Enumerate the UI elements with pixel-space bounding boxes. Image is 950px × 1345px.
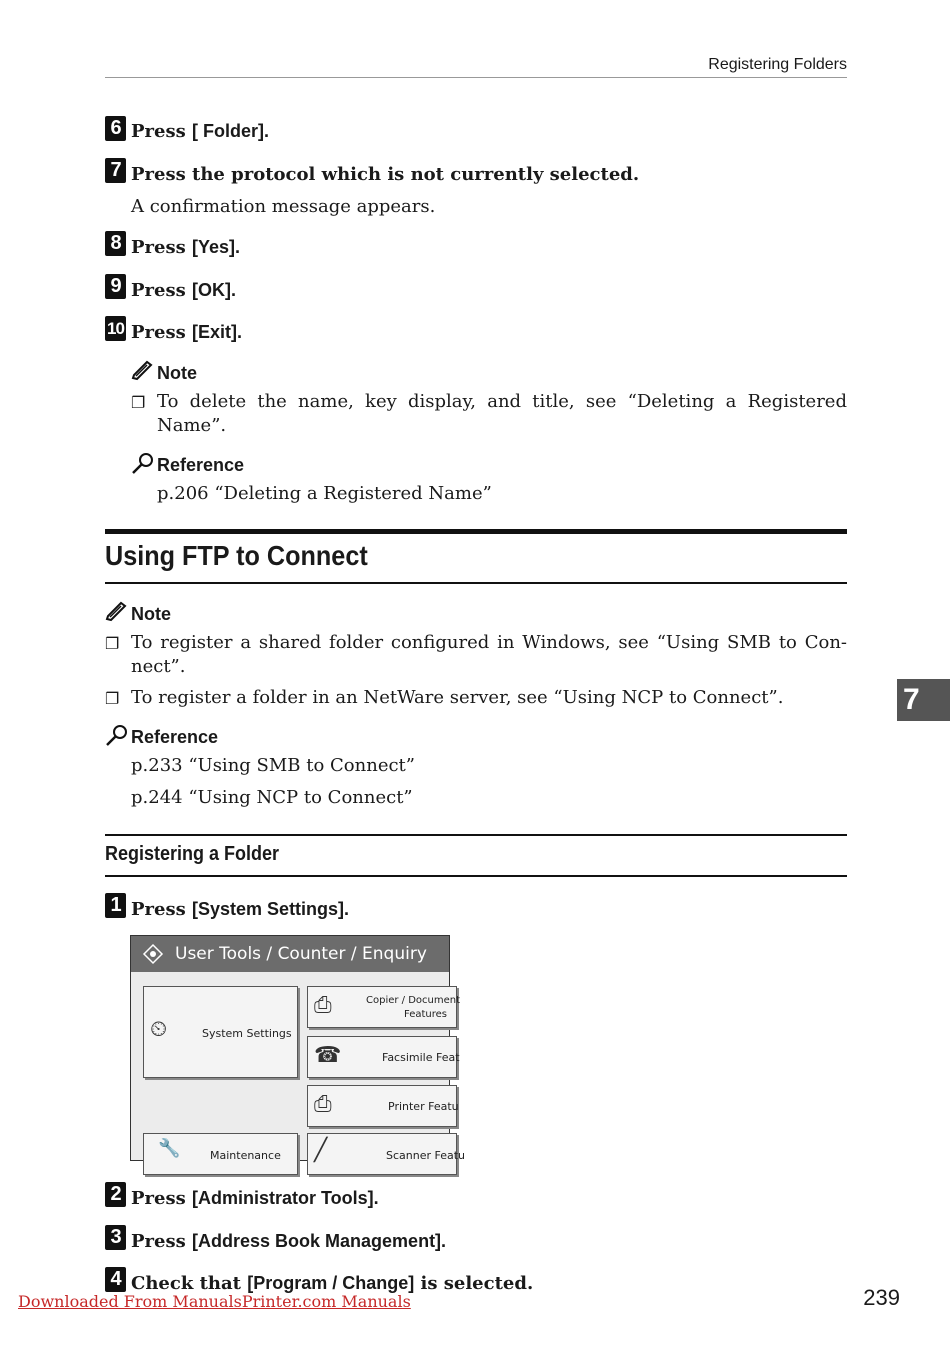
step-text: Press the protocol which is not currently selected. xyxy=(131,164,640,185)
step-prefix: Press xyxy=(131,1188,193,1209)
step-number: 3 xyxy=(105,1225,126,1250)
note-item: To register a folder in an NetWare server, see “Using NCP to Connect”. xyxy=(131,687,784,708)
printer-label: Printer Featu xyxy=(388,1100,459,1113)
section-bottom-rule xyxy=(105,582,847,584)
reference-item: p.206 “Deleting a Registered Name” xyxy=(157,483,492,504)
step-text xyxy=(131,1231,446,1252)
copier-label-line2: Features xyxy=(404,1009,447,1020)
copier-icon: ⎙ xyxy=(314,993,332,1018)
step-prefix: Press xyxy=(131,899,193,920)
subsection-title: Registering a Folder xyxy=(105,843,280,865)
subsection-top-rule xyxy=(105,834,847,836)
section-title: Using FTP to Connect xyxy=(105,540,368,571)
step-key: [Address Book Management]. xyxy=(192,1231,447,1251)
user-tools-screenshot xyxy=(130,935,466,1163)
maintenance-button[interactable] xyxy=(143,1133,298,1175)
step-text xyxy=(131,237,240,258)
pencil-icon xyxy=(131,361,153,381)
note-item-continued: Name”. xyxy=(157,415,227,436)
system-settings-button[interactable] xyxy=(143,986,298,1078)
step-text xyxy=(131,1273,533,1294)
step-number: 1 xyxy=(105,893,126,918)
magnifier-icon xyxy=(131,452,155,474)
step-number: 6 xyxy=(105,116,126,141)
pencil-icon xyxy=(105,602,127,622)
step-number: 7 xyxy=(105,158,126,183)
reference-label: Reference xyxy=(131,727,219,747)
copier-label-line1: Copier / Document xyxy=(366,995,461,1006)
reference-item: p.233 “Using SMB to Connect” xyxy=(131,755,415,776)
checkbox-icon: ❐ xyxy=(105,634,120,653)
step-number: 10 xyxy=(105,316,126,341)
checkbox-icon: ❐ xyxy=(131,393,146,412)
step-text xyxy=(131,1188,379,1209)
checkbox-icon: ❐ xyxy=(105,689,120,708)
note-item: To register a shared folder configured in Windows, see “Using SMB to Con- xyxy=(131,632,847,653)
section-top-rule xyxy=(105,529,847,534)
step-text xyxy=(131,280,236,301)
step-key: [Administrator Tools]. xyxy=(192,1188,379,1208)
user-tools-icon xyxy=(143,944,163,964)
step-key: [Program / Change] xyxy=(247,1273,415,1293)
system-settings-label: System Settings xyxy=(202,1027,292,1040)
step-number: 2 xyxy=(105,1182,126,1207)
note-label: Note xyxy=(157,363,197,383)
step-key: [OK]. xyxy=(192,280,237,300)
step-text xyxy=(131,899,349,920)
scanner-icon: ╱ xyxy=(314,1138,328,1163)
reference-label: Reference xyxy=(157,455,245,475)
step-prefix: Press xyxy=(131,322,193,343)
subsection-bottom-rule xyxy=(105,875,847,877)
printer-icon: ⎙ xyxy=(314,1092,332,1117)
screenshot-title-bar xyxy=(131,936,449,972)
step-key: [Exit]. xyxy=(192,322,243,342)
step-text xyxy=(131,121,269,142)
step-detail: A confirmation message appears. xyxy=(131,196,436,217)
note-label: Note xyxy=(131,604,171,624)
step-prefix: Check that xyxy=(131,1273,248,1294)
reference-item: p.244 “Using NCP to Connect” xyxy=(131,787,413,808)
step-text xyxy=(131,322,242,343)
chapter-tab: 7 xyxy=(897,679,950,721)
clock-icon: ⏲ xyxy=(150,1017,168,1042)
step-suffix: is selected. xyxy=(414,1273,534,1294)
facsimile-features-button[interactable] xyxy=(307,1036,460,1078)
fax-icon: ☎ xyxy=(314,1043,342,1068)
step-prefix: Press xyxy=(131,121,193,142)
running-header: Registering Folders xyxy=(708,56,847,73)
step-key: [Yes]. xyxy=(192,237,241,257)
header-rule xyxy=(105,77,847,78)
step-number: 9 xyxy=(105,274,126,299)
maintenance-label: Maintenance xyxy=(210,1149,281,1162)
step-prefix: Press xyxy=(131,237,193,258)
step-prefix: Press xyxy=(131,280,193,301)
facsimile-label: Facsimile Feat xyxy=(382,1051,460,1064)
download-source-link[interactable]: Downloaded From ManualsPrinter.com Manuals xyxy=(18,1292,411,1311)
copier-features-button[interactable] xyxy=(307,986,461,1028)
step-key: [ Folder]. xyxy=(192,121,270,141)
note-item: To delete the name, key display, and title, see “Deleting a Registered xyxy=(157,391,847,412)
page-number: 239 xyxy=(863,1285,900,1310)
scanner-label: Scanner Featu xyxy=(386,1149,466,1162)
magnifier-icon xyxy=(105,724,129,746)
printer-features-button[interactable] xyxy=(307,1085,457,1127)
step-key: [System Settings]. xyxy=(192,899,350,919)
wrench-icon: 🔧 xyxy=(158,1138,181,1159)
step-number: 4 xyxy=(105,1267,126,1292)
note-item-continued: nect”. xyxy=(131,656,186,677)
scanner-features-button[interactable] xyxy=(307,1133,466,1175)
step-prefix: Press xyxy=(131,1231,193,1252)
screenshot-title: User Tools / Counter / Enquiry xyxy=(175,944,427,964)
step-number: 8 xyxy=(105,231,126,256)
